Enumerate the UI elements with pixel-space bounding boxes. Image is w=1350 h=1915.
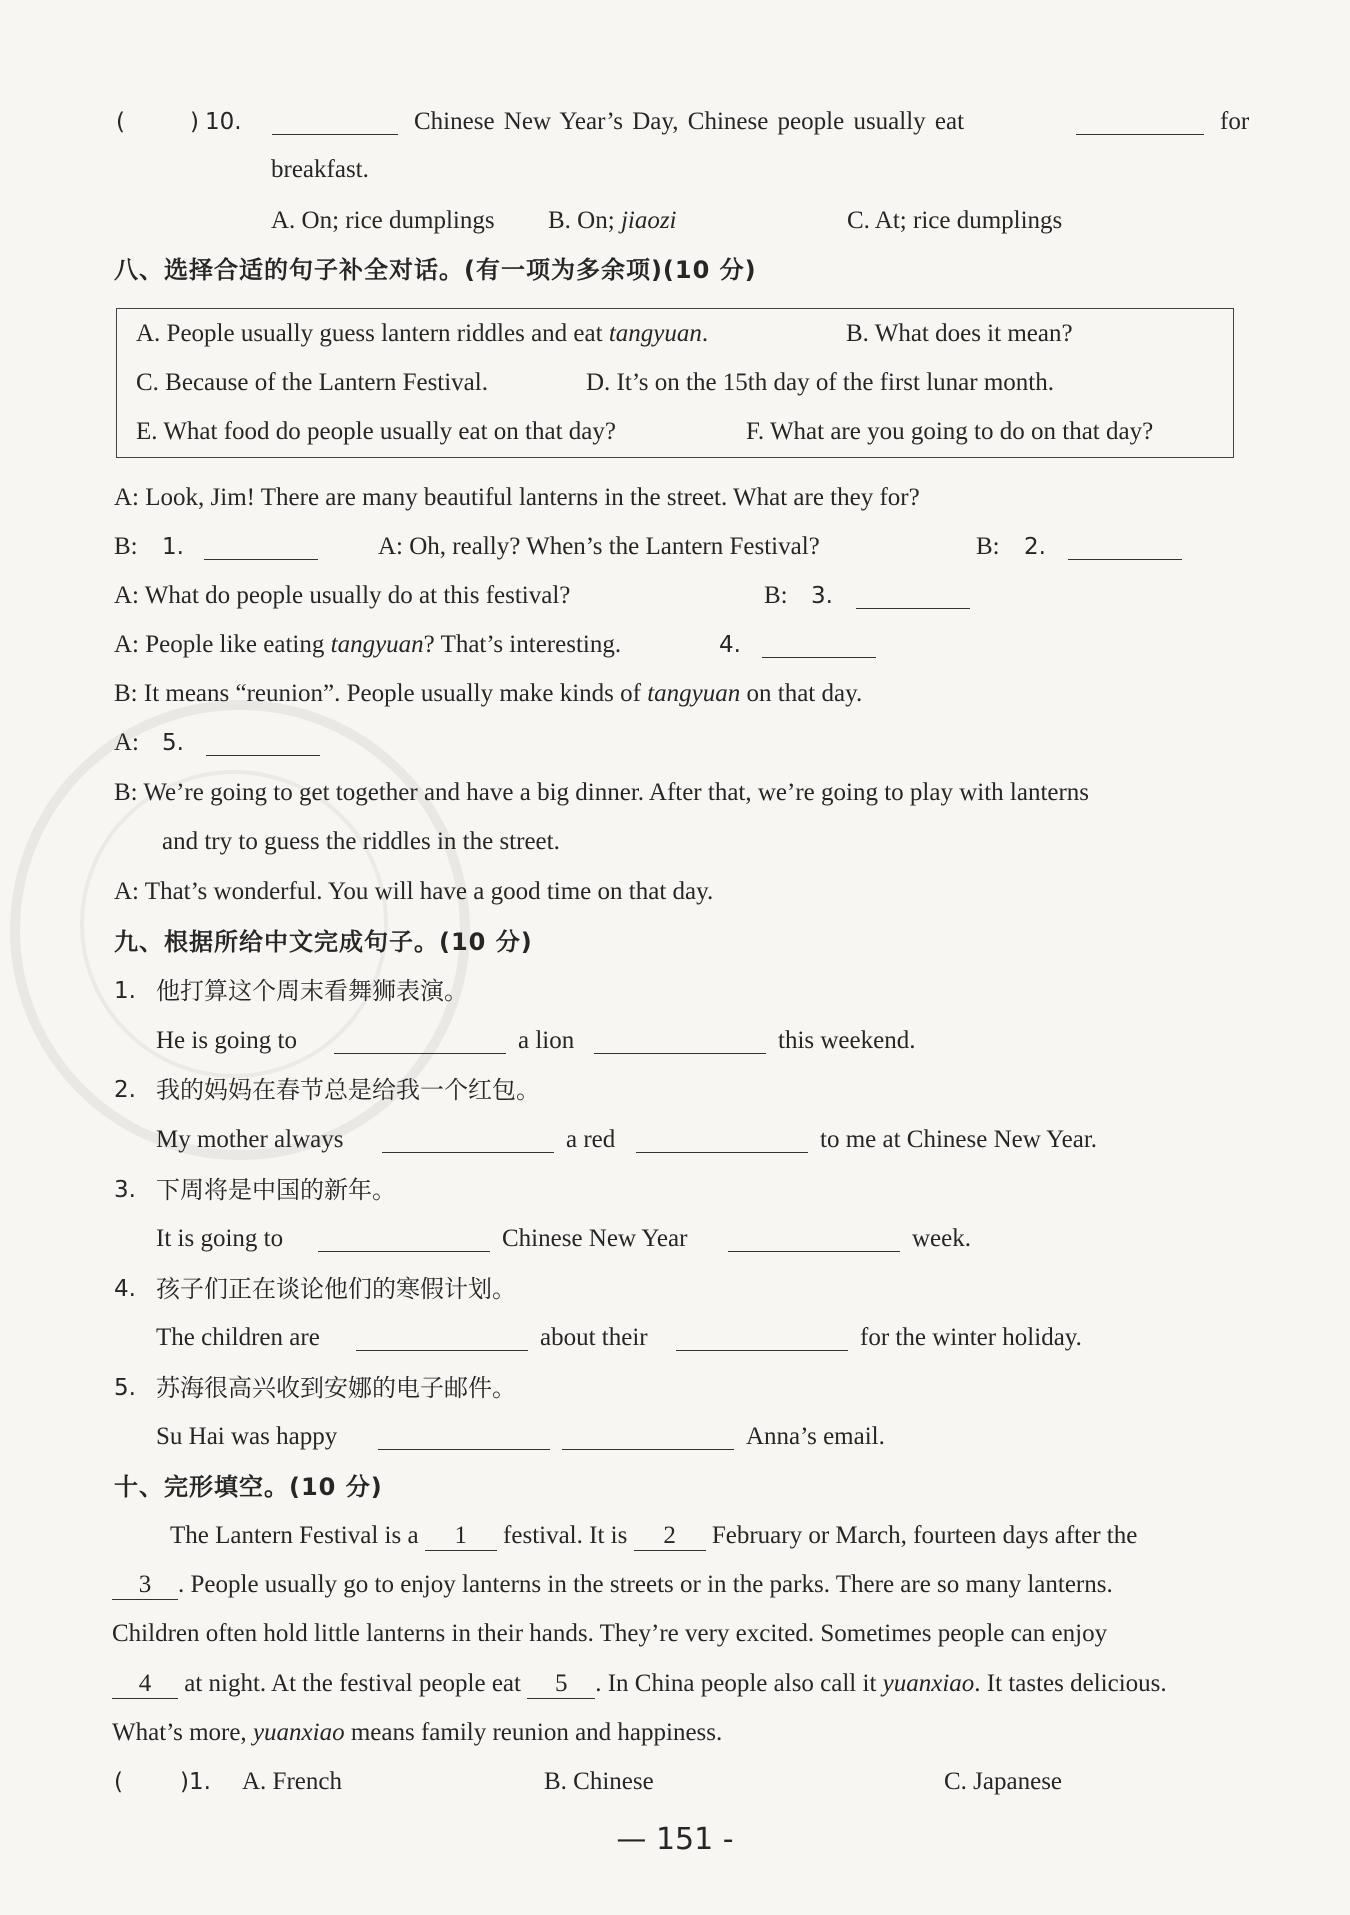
- answer-blank: [356, 1322, 528, 1351]
- page-number: — 151 -: [616, 1822, 734, 1857]
- option-b: B. Chinese: [544, 1768, 654, 1795]
- answer-paren-open: (: [116, 109, 125, 135]
- answer-blank: [728, 1223, 900, 1252]
- answer-blank: [1068, 531, 1182, 560]
- answer-blank: [562, 1421, 734, 1450]
- blank-number: 5.: [162, 730, 184, 756]
- cloze-blank-5: 5: [527, 1670, 595, 1699]
- blank-number: 2.: [1024, 534, 1046, 560]
- answer-blank: [676, 1322, 848, 1351]
- section-9-title: 九、根据所给中文完成句子。(10 分): [114, 928, 533, 956]
- blank-number: 1.: [162, 534, 184, 560]
- answer-blank: [272, 106, 398, 135]
- cloze-line-3: Children often hold little lanterns in their hands. They’re very excited. Sometimes people can enjoy: [112, 1620, 1108, 1647]
- cloze-line-2: 3 . People usually go to enjoy lanterns in the streets or in the parks. There are so many lanterns.: [112, 1569, 1113, 1601]
- option-b: B. On; jiaozi: [548, 207, 677, 234]
- dialogue-line-7: B: We’re going to get together and have a big dinner. After that, we’re going to play with lanterns: [114, 779, 1090, 806]
- answer-blank: [1076, 106, 1204, 135]
- dialogue-line-7-cont: and try to guess the riddles in the street.: [162, 828, 560, 855]
- cloze-blank-3: 3: [112, 1571, 178, 1600]
- dialogue-line-8: A: That’s wonderful. You will have a good time on that day.: [114, 878, 714, 905]
- option-f: F. What are you going to do on that day?: [746, 418, 1154, 445]
- question-text-end: for: [1220, 108, 1250, 135]
- cloze-blank-2: 2: [634, 1522, 706, 1551]
- cloze-blank-4: 4: [112, 1670, 178, 1699]
- option-c: C. Japanese: [944, 1768, 1063, 1795]
- option-c: C. At; rice dumplings: [847, 207, 1063, 234]
- question-number: 10.: [205, 109, 242, 135]
- question-10-line2: breakfast.: [271, 156, 369, 183]
- answer-blank: [334, 1025, 506, 1054]
- section-8-title: 八、选择合适的句子补全对话。(有一项为多余项)(10 分): [114, 256, 757, 284]
- answer-blank: [378, 1421, 550, 1450]
- cloze-line-4: 4 at night. At the festival people eat 5 . In China people also call it yuanxiao. It tastes delicious.: [112, 1668, 1167, 1700]
- blank-number: 4.: [719, 632, 741, 658]
- option-b: B. What does it mean?: [846, 320, 1073, 347]
- dialogue-line-1: A: Look, Jim! There are many beautiful lanterns in the street. What are they for?: [114, 484, 920, 511]
- option-c: C. Because of the Lantern Festival.: [136, 369, 488, 396]
- answer-blank: [382, 1124, 554, 1153]
- option-e: E. What food do people usually eat on that day?: [136, 418, 616, 445]
- option-a: A. On; rice dumplings: [271, 207, 495, 234]
- dialogue-line-5: B: It means “reunion”. People usually make kinds of tangyuan on that day.: [114, 680, 863, 707]
- section-10-title: 十、完形填空。(10 分): [114, 1473, 383, 1501]
- cloze-blank-1: 1: [425, 1522, 497, 1551]
- answer-blank: [594, 1025, 766, 1054]
- answer-blank: [856, 580, 970, 609]
- answer-blank: [206, 727, 320, 756]
- option-a: A. French: [242, 1768, 342, 1795]
- answer-paren-close: ): [190, 109, 199, 135]
- option-d: D. It’s on the 15th day of the first lunar month.: [586, 369, 1054, 396]
- option-a: A. People usually guess lantern riddles and eat tangyuan.: [136, 320, 709, 347]
- answer-blank: [762, 629, 876, 658]
- blank-number: 3.: [811, 583, 833, 609]
- cloze-line-5: What’s more, yuanxiao means family reunion and happiness.: [112, 1719, 723, 1746]
- answer-blank: [204, 531, 318, 560]
- cloze-line-1: The Lantern Festival is a 1 festival. It is 2 February or March, fourteen days after the: [170, 1522, 1138, 1549]
- answer-blank: [636, 1124, 808, 1153]
- question-text: Chinese New Year’s Day, Chinese people usually eat: [414, 108, 965, 135]
- answer-blank: [318, 1223, 490, 1252]
